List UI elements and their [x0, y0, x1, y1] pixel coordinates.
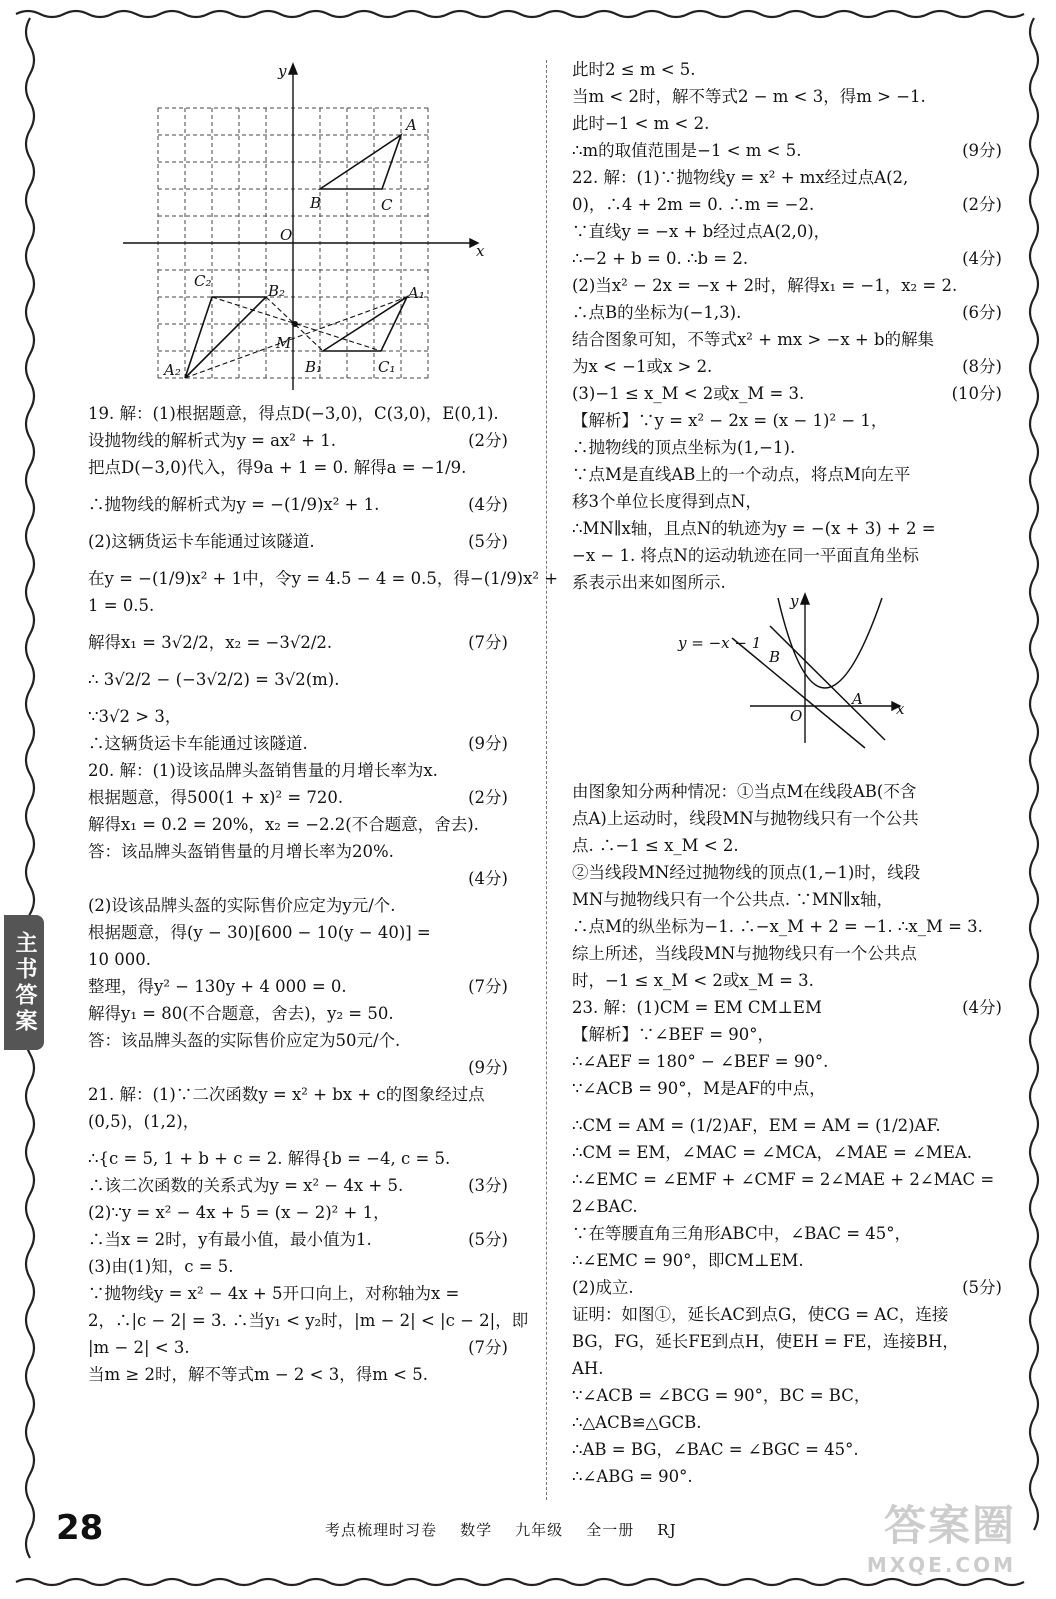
line-score: (7分) — [468, 1338, 508, 1357]
line-text: 答：该品牌头盔的实际售价应定为50元/个. — [88, 1031, 401, 1050]
line-score — [502, 400, 508, 427]
label-a1: A₁ — [408, 284, 425, 302]
label-b2: B₂ — [268, 282, 286, 300]
label-b: B — [310, 194, 322, 212]
text-line — [88, 1307, 529, 1334]
line-text: AH. — [572, 1359, 604, 1378]
line-score — [996, 805, 1002, 832]
line-score — [996, 110, 1002, 137]
line-score: (2分) — [468, 788, 508, 807]
line-text: (3)−1 ≤ x_M < 2或x_M = 3. — [572, 384, 805, 403]
watermark — [867, 1493, 1016, 1577]
line-text: 答：该品牌头盔销售量的月增长率为20%. — [88, 842, 394, 861]
line-score: (9分) — [468, 1058, 508, 1077]
text-line — [572, 407, 1002, 434]
text-line — [572, 272, 1002, 299]
label-a2: A₂ — [164, 361, 181, 379]
line-text: ∴∠EMC = 90°，即CM⊥EM. — [572, 1251, 804, 1270]
label-line: y = −x − 1 — [678, 634, 762, 652]
line-score — [502, 919, 508, 946]
line-score — [996, 859, 1002, 886]
watermark-url: MXQE.COM — [866, 1553, 1016, 1577]
line-score — [502, 892, 508, 919]
line-score — [502, 838, 508, 865]
line-text: 19. 解：(1)根据题意，得点D(−3,0)，C(3,0)，E(0,1). — [88, 404, 499, 423]
line-score — [996, 1463, 1002, 1490]
line-score — [996, 940, 1002, 967]
line-score — [996, 56, 1002, 83]
line-text: |m − 2| < 3. — [88, 1338, 190, 1357]
text-line — [572, 1075, 1002, 1102]
text-line — [572, 1021, 1002, 1048]
text-line — [572, 164, 1002, 191]
line-score — [996, 461, 1002, 488]
label-a: A — [852, 690, 863, 708]
text-line — [572, 461, 1002, 488]
line-text: 整理，得y² − 130y + 4 000 = 0. — [88, 977, 347, 996]
line-score — [502, 757, 508, 784]
line-score — [996, 967, 1002, 994]
line-text: 当m ≥ 2时，解不等式m − 2 < 3，得m < 5. — [88, 1365, 428, 1384]
line-score — [996, 218, 1002, 245]
line-score — [502, 1199, 508, 1226]
line-text: 23. 解：(1)CM = EM CM⊥EM — [572, 998, 822, 1017]
line-text: (2)当x² − 2x = −x + 2时，解得x₁ = −1，x₂ = 2. — [572, 276, 958, 295]
left-column — [88, 400, 559, 1388]
text-line — [88, 1081, 508, 1108]
line-text: 为x < −1或x > 2. — [572, 357, 713, 376]
label-x: x — [896, 700, 905, 718]
line-text: 此时−1 < m < 2. — [572, 114, 710, 133]
line-text: ∴抛物线的解析式为y = −(1/9)x² + 1. — [88, 495, 380, 514]
text-line — [572, 380, 1002, 407]
line-score — [502, 592, 508, 619]
text-line — [572, 1048, 1002, 1075]
line-text: ∴{c = 5, 1 + b + c = 2. 解得{b = −4, c = 5. — [88, 1149, 451, 1168]
line-text: 把点D(−3,0)代入，得9a + 1 = 0. 解得a = −1/9. — [88, 458, 467, 477]
label-m: M — [276, 334, 292, 352]
line-text: (2)成立. — [572, 1278, 634, 1297]
text-line — [572, 218, 1002, 245]
text-line — [572, 515, 1002, 542]
label-y: y — [790, 592, 799, 610]
text-line — [88, 1108, 508, 1135]
text-line — [88, 784, 508, 811]
line-text: ∴点B的坐标为(−1,3). — [572, 303, 742, 322]
text-line — [572, 542, 1002, 569]
text-line — [572, 1166, 1002, 1193]
line-text: 时，−1 ≤ x_M < 2或x_M = 3. — [572, 971, 814, 990]
line-text: ∴m的取值范围是−1 < m < 5. — [572, 141, 802, 160]
line-text: 2∠BAC. — [572, 1197, 638, 1216]
label-a: A — [406, 116, 417, 134]
text-line — [88, 1172, 508, 1199]
text-line — [572, 1247, 1002, 1274]
text-line — [572, 488, 1002, 515]
line-text: ∵∠ACB = 90°，M是AF的中点， — [572, 1079, 826, 1098]
text-line — [572, 245, 1002, 272]
line-score — [996, 778, 1002, 805]
line-text: 设抛物线的解析式为y = ax² + 1. — [88, 431, 336, 450]
line-score — [996, 1112, 1002, 1139]
text-line — [88, 946, 508, 973]
line-text: 移3个单位长度得到点N， — [572, 492, 762, 511]
line-score — [996, 1220, 1002, 1247]
line-text: 证明：如图①，延长AC到点G，使CG = AC，连接 — [572, 1305, 949, 1324]
line-text: 22. 解：(1)∵抛物线y = x² + mx经过点A(2, — [572, 168, 909, 187]
text-line — [572, 913, 1002, 940]
line-score — [502, 1027, 508, 1054]
text-line — [572, 1463, 1002, 1490]
line-text: ∵抛物线y = x² − 4x + 5开口向上，对称轴为x = — [88, 1284, 460, 1303]
line-score — [996, 1382, 1002, 1409]
line-score — [996, 434, 1002, 461]
text-line — [572, 967, 1002, 994]
watermark-main: 答案圈 — [883, 1501, 1016, 1550]
side-tab: 主书答案 — [4, 915, 44, 1050]
line-text: 点A)上运动时，线段MN与抛物线只有一个公共 — [572, 809, 919, 828]
line-score — [996, 1193, 1002, 1220]
line-score: (7分) — [468, 633, 508, 652]
line-score — [502, 811, 508, 838]
text-line — [88, 973, 508, 1000]
line-score: (4分) — [468, 869, 508, 888]
line-score — [502, 1280, 508, 1307]
line-score — [996, 913, 1002, 940]
line-score: (7分) — [468, 977, 508, 996]
line-text: −x − 1. 将点N的运动轨迹在同一平面直角坐标 — [572, 546, 919, 565]
text-line — [88, 1226, 508, 1253]
text-line — [572, 805, 1002, 832]
line-text: 0)，∴4 + 2m = 0. ∴m = −2. — [572, 195, 815, 214]
label-c2: C₂ — [194, 272, 212, 290]
dashed-links — [185, 297, 407, 378]
text-line — [88, 427, 508, 454]
text-line — [572, 832, 1002, 859]
line-score — [502, 666, 508, 693]
text-line — [88, 838, 508, 865]
line-text: 当m < 2时，解不等式2 − m < 3，得m > −1. — [572, 87, 926, 106]
text-line — [88, 1361, 508, 1388]
text-line — [88, 400, 508, 427]
line-score — [502, 946, 508, 973]
line-text: ②当线段MN经过抛物线的顶点(1,−1)时，线段 — [572, 863, 921, 882]
text-line — [88, 1145, 508, 1172]
graph-triangles — [118, 60, 488, 395]
label-o: O — [790, 707, 803, 725]
text-line — [88, 1000, 508, 1027]
text-line — [88, 865, 508, 892]
text-line — [572, 83, 1002, 110]
text-line — [88, 565, 559, 592]
parabola — [778, 598, 882, 688]
axes — [123, 64, 478, 390]
line-score — [558, 565, 564, 592]
text-line — [88, 1199, 508, 1226]
line-text: (2)这辆货运卡车能通过该隧道. — [88, 532, 315, 551]
line-text: ∴CM = AM = (1/2)AF，EM = AM = (1/2)AF. — [572, 1116, 941, 1135]
text-line — [572, 1436, 1002, 1463]
line-score: (5分) — [468, 1230, 508, 1249]
text-line — [88, 491, 508, 518]
label-b: B — [769, 648, 781, 666]
line-score — [502, 1361, 508, 1388]
text-line — [572, 353, 1002, 380]
line-text: ∵∠ACB = ∠BCG = 90°，BC = BC， — [572, 1386, 871, 1405]
line-text: ∴CM = EM，∠MAC = ∠MCA，∠MAE = ∠MEA. — [572, 1143, 973, 1162]
text-line — [88, 892, 508, 919]
label-c1: C₁ — [378, 358, 396, 376]
text-line — [88, 629, 508, 656]
line-score — [996, 83, 1002, 110]
line-text: 2，∴|c − 2| = 3. ∴当y₁ < y₂时，|m − 2| < |c − 2|，即 — [88, 1311, 529, 1330]
text-line — [88, 666, 508, 693]
line-text: 21. 解：(1)∵二次函数y = x² + bx + c的图象经过点 — [88, 1085, 485, 1104]
point-m — [292, 321, 298, 327]
line-text: ∴AB = BG，∠BAC = ∠BGC = 45°. — [572, 1440, 859, 1459]
label-o: O — [280, 226, 293, 244]
text-line — [88, 1280, 508, 1307]
line-score — [996, 542, 1002, 569]
line-score: (4分) — [962, 998, 1002, 1017]
line-text: (3)由(1)知，c = 5. — [88, 1257, 234, 1276]
line-text: 系表示出来如图所示. — [572, 573, 726, 592]
line-text: ∴△ACB≌△GCB. — [572, 1413, 702, 1432]
text-line — [88, 1027, 508, 1054]
text-line — [572, 137, 1002, 164]
line-score: (2分) — [468, 431, 508, 450]
footer: 考点梳理时习卷 数学 九年级 全一册 RJ — [325, 1521, 677, 1539]
line-score: (9分) — [468, 734, 508, 753]
line-text: 根据题意，得(y − 30)[600 − 10(y − 40)] = — [88, 923, 431, 942]
line-score: (6分) — [962, 303, 1002, 322]
label-b1: B₁ — [305, 358, 323, 376]
line-score — [502, 1145, 508, 1172]
line-text: ∴抛物线的顶点坐标为(1,−1). — [572, 438, 796, 457]
line-text: 此时2 ≤ m < 5. — [572, 60, 696, 79]
line-score: (5分) — [468, 532, 508, 551]
text-line — [88, 811, 508, 838]
line-score — [502, 1253, 508, 1280]
line-score — [996, 1436, 1002, 1463]
line-text: 综上所述，当线段MN与抛物线只有一个公共点 — [572, 944, 917, 963]
line-score — [996, 1139, 1002, 1166]
text-line — [572, 778, 1002, 805]
line-text: ∴点M的纵坐标为−1. ∴−x_M + 2 = −1. ∴x_M = 3. — [572, 917, 983, 936]
line-score — [996, 272, 1002, 299]
column-divider — [546, 60, 547, 1500]
label-x: x — [476, 242, 485, 260]
text-line — [572, 299, 1002, 326]
line-text: 【解析】∵y = x² − 2x = (x − 1)² − 1， — [572, 411, 888, 430]
line-text: 根据题意，得500(1 + x)² = 720. — [88, 788, 344, 807]
text-line — [572, 940, 1002, 967]
line-score: (2分) — [962, 195, 1002, 214]
text-line — [572, 1328, 1002, 1355]
line-score: (10分) — [951, 384, 1002, 403]
line-score: (4分) — [468, 495, 508, 514]
line-text: 20. 解：(1)设该品牌头盔销售量的月增长率为x. — [88, 761, 438, 780]
text-line — [572, 191, 1002, 218]
line-score — [502, 703, 508, 730]
text-line — [88, 1334, 508, 1361]
line-score — [996, 832, 1002, 859]
text-line — [88, 454, 508, 481]
line-score: (9分) — [962, 141, 1002, 160]
line-score: (5分) — [962, 1278, 1002, 1297]
line-score — [996, 164, 1002, 191]
right-column-bottom — [572, 778, 1002, 1490]
line-text: ∴该二次函数的关系式为y = x² − 4x + 5. — [88, 1176, 404, 1195]
text-line — [88, 730, 508, 757]
line-score — [996, 569, 1002, 596]
text-line — [88, 757, 508, 784]
line-text: 解得x₁ = 3√2/2，x₂ = −3√2/2. — [88, 633, 333, 652]
line-text: ∴MN∥x轴，且点N的轨迹为y = −(x + 3) + 2 = — [572, 519, 936, 538]
line-text: ∵在等腰直角三角形ABC中，∠BAC = 45°， — [572, 1224, 912, 1243]
line-text: ∴−2 + b = 0. ∴b = 2. — [572, 249, 749, 268]
line-text: (2)设该品牌头盔的实际售价应定为y元/个. — [88, 896, 396, 915]
line-score — [996, 1301, 1002, 1328]
line-text: ∵3√2 > 3， — [88, 707, 182, 726]
line-text: 由图象知分两种情况：①当点M在线段AB(不含 — [572, 782, 917, 801]
line-score — [996, 1075, 1002, 1102]
line-score — [996, 886, 1002, 913]
line-score — [528, 1307, 534, 1334]
text-line — [88, 528, 508, 555]
line-score — [996, 488, 1002, 515]
text-line — [572, 326, 1002, 353]
line-text: 点. ∴−1 ≤ x_M < 2. — [572, 836, 739, 855]
line-text: 【解析】∵∠BEF = 90°， — [572, 1025, 775, 1044]
line-text: 1 = 0.5. — [88, 596, 155, 615]
text-line — [88, 1253, 508, 1280]
line-score — [996, 1048, 1002, 1075]
graph-parabola — [670, 588, 910, 748]
text-line — [572, 1112, 1002, 1139]
text-line — [572, 110, 1002, 137]
text-line — [572, 1139, 1002, 1166]
line-text: (2)∵y = x² − 4x + 5 = (x − 2)² + 1， — [88, 1203, 390, 1222]
line-text: 在y = −(1/9)x² + 1中，令y = 4.5 − 4 = 0.5，得−(1/9)x² + — [88, 569, 559, 588]
label-c: C — [381, 196, 393, 214]
right-column-top — [572, 56, 1002, 596]
text-line — [572, 56, 1002, 83]
page-number: 28 — [56, 1508, 104, 1548]
line-text: (0,5)，(1,2)， — [88, 1112, 200, 1131]
line-text: MN与抛物线只有一个公共点. ∵MN∥x轴， — [572, 890, 894, 909]
line-score — [996, 1021, 1002, 1048]
line-score — [996, 1247, 1002, 1274]
line-score — [996, 1409, 1002, 1436]
line-score — [996, 407, 1002, 434]
line-score — [996, 326, 1002, 353]
line-text: ∴当x = 2时，y有最小值，最小值为1. — [88, 1230, 372, 1249]
line-score — [502, 1108, 508, 1135]
text-line — [572, 1301, 1002, 1328]
line-text: 结合图象可知，不等式x² + mx > −x + b的解集 — [572, 330, 935, 349]
line-score — [996, 1328, 1002, 1355]
text-line — [572, 434, 1002, 461]
line-text: ∴∠AEF = 180° − ∠BEF = 90°. — [572, 1052, 829, 1071]
text-line — [572, 1355, 1002, 1382]
line-score — [996, 515, 1002, 542]
text-line — [572, 1382, 1002, 1409]
line-text: 10 000. — [88, 950, 151, 969]
text-line — [572, 1274, 1002, 1301]
text-line — [572, 1193, 1002, 1220]
line-text: 解得y₁ = 80(不合题意，舍去)，y₂ = 50. — [88, 1004, 394, 1023]
text-line — [572, 1220, 1002, 1247]
text-line — [88, 1054, 508, 1081]
line-score — [502, 1081, 508, 1108]
text-line — [88, 592, 508, 619]
text-line — [88, 703, 508, 730]
line-score — [996, 1166, 1002, 1193]
line-text: ∴∠ABG = 90°. — [572, 1467, 693, 1486]
line-score: (4分) — [962, 249, 1002, 268]
line-score — [502, 1000, 508, 1027]
line-score — [996, 1355, 1002, 1382]
line-score — [502, 454, 508, 481]
label-y: y — [278, 62, 287, 80]
line-text: ∴ 3√2/2 − (−3√2/2) = 3√2(m). — [88, 670, 340, 689]
text-line — [572, 994, 1002, 1021]
line-text: BG，FG，延长FE到点H，使EH = FE，连接BH， — [572, 1332, 959, 1351]
text-line — [572, 886, 1002, 913]
line-text: ∴∠EMC = ∠EMF + ∠CMF = 2∠MAE + 2∠MAC = — [572, 1170, 995, 1189]
line-text: ∴这辆货运卡车能通过该隧道. — [88, 734, 308, 753]
line-text: ∵点M是直线AB上的一个动点，将点M向左平 — [572, 465, 911, 484]
text-line — [572, 1409, 1002, 1436]
line-score: (8分) — [962, 357, 1002, 376]
text-line — [88, 919, 508, 946]
text-line — [572, 859, 1002, 886]
line-text: 解得x₁ = 0.2 = 20%，x₂ = −2.2(不合题意，舍去). — [88, 815, 479, 834]
line-text: ∵直线y = −x + b经过点A(2,0)， — [572, 222, 831, 241]
line-score: (3分) — [468, 1176, 508, 1195]
